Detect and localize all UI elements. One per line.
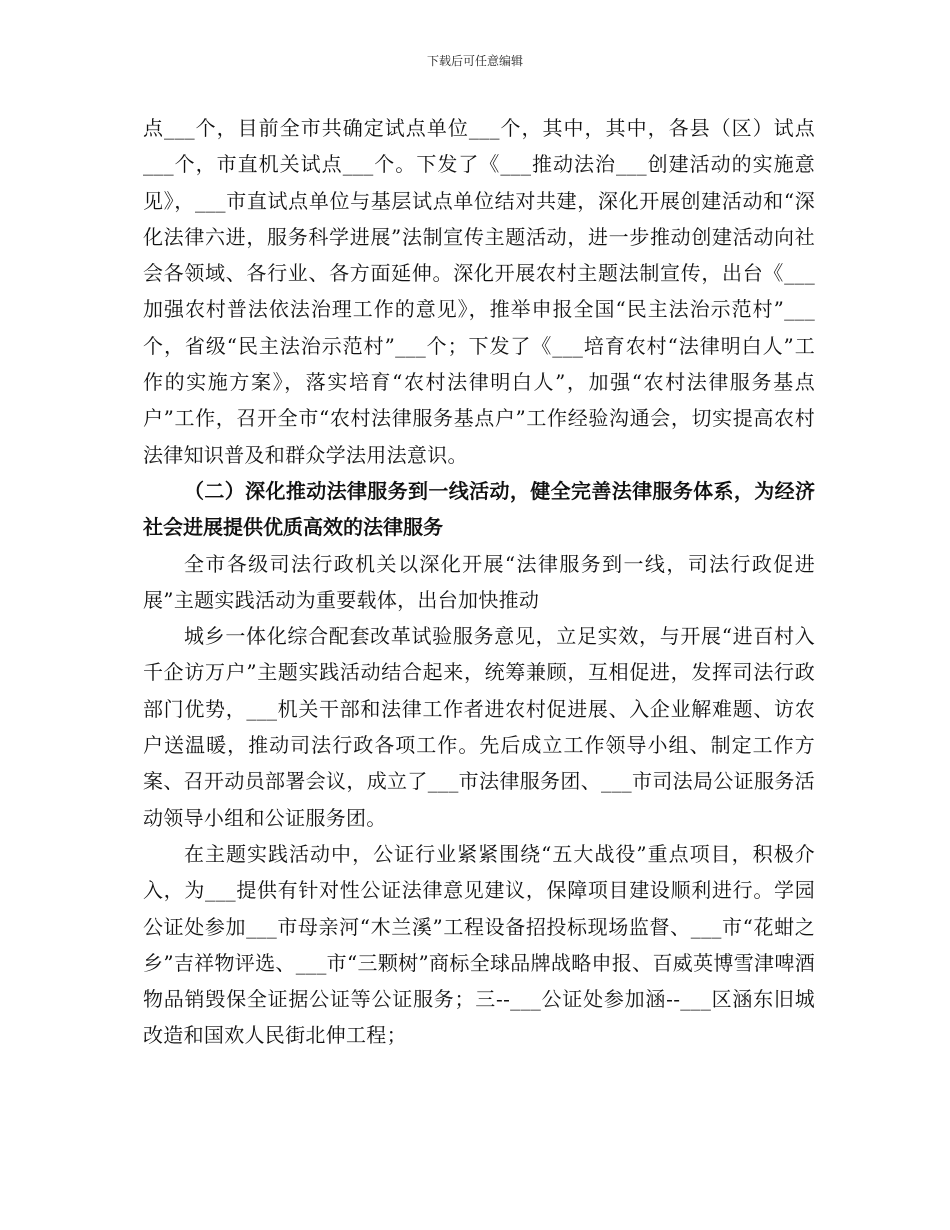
- section-heading-legal-services: （二）深化推动法律服务到一线活动，健全完善法律服务体系，为经济社会进展提供优质高效的法律服务: [143, 478, 815, 540]
- page-header-note: 下载后可任意编辑: [426, 54, 523, 68]
- paragraph-judicial-admin: 全市各级司法行政机关以深化开展“法律服务到一线，司法行政促进展”主题实践活动为重要载体，出台加快推动: [143, 551, 815, 612]
- paragraph-urban-rural-integration: 城乡一体化综合配套改革试验服务意见，立足实效，与开展“进百村入千企访万户”主题实践活动结合起来，统筹兼顾，互相促进，发挥司法行政部门优势，___机关干部和法律工作者进农村促进展、入企业解难题、访农户送温暖，推动司法行政各项工作。先后成立工作领导小组、制定工作方案、召开动员部署会议，成立了___市法律服务团、___市司法局公证服务活动领导小组和公证服务团。: [143, 624, 815, 830]
- paragraph-legal-publicity: 点___个，目前全市共确定试点单位___个，其中，其中，各县（区）试点___个，市直机关试点___个。下发了《___推动法治___创建活动的实施意见》，___市直试点单位与基层试点单位结对共建，深化开展创建活动和“深化法律六进，服务科学进展”法制宣传主题活动，进一步推动创建活动向社会各领域、各行业、各方面延伸。深化开展农村主题法制宣传，出台《___加强农村普法依法治理工作的意见》，推举申报全国“民主法治示范村”___个，省级“民主法治示范村”___个；下发了《___培育农村“法律明白人”工作的实施方案》，落实培育“农村法律明白人”，加强“农村法律服务基点户”工作，召开全市“农村法律服务基点户”工作经验沟通会，切实提高农村法律知识普及和群众学法用法意识。: [143, 116, 815, 467]
- document-body: [143, 110, 815, 1054]
- paragraph-notary-services: 在主题实践活动中，公证行业紧紧围绕“五大战役”重点项目，积极介入，为___提供有针对性公证法律意见建议，保障项目建设顺利进行。学园公证处参加___市母亲河“木兰溪”工程设备招投标现场监督、___市“花蚶之乡”吉祥物评选、___市“三颗树”商标全球品牌战略申报、百威英博雪津啤酒物品销毁保全证据公证等公证服务；三--___公证处参加涵--___区涵东旧城改造和国欢人民街北伸工程；: [143, 841, 815, 1048]
